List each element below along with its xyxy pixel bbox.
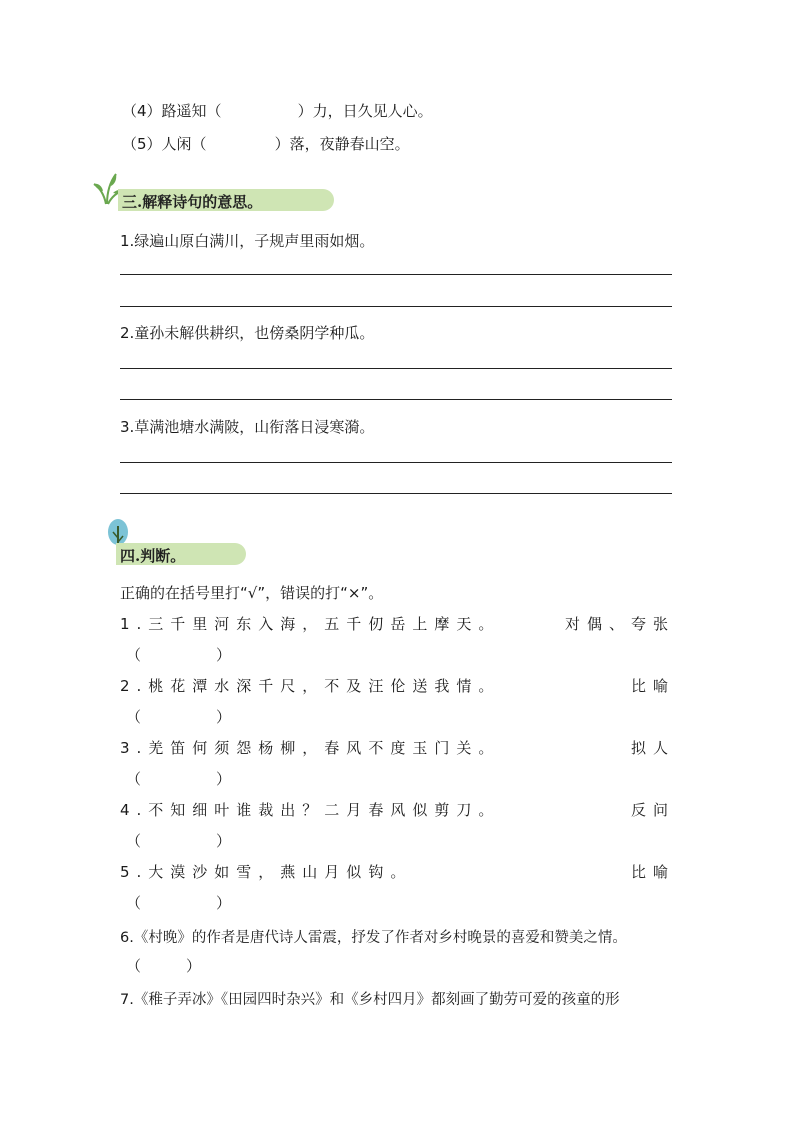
- section4-title: 四.判断。: [120, 547, 186, 565]
- judge-question: 4.不知细叶谁裁出？二月春风似剪刀。: [120, 801, 501, 819]
- section3-item-1: 1.绿遍山原白满川，子规声里雨如烟。: [120, 232, 375, 250]
- judge-tag: 对偶、夸张: [564, 615, 675, 633]
- judge-question: 3.羌笛何须怨杨柳，春风不度玉门关。: [120, 739, 501, 757]
- answer-paren[interactable]: （ ）: [126, 708, 232, 726]
- answer-paren[interactable]: （ ）: [126, 832, 232, 850]
- judge-question: 5.大漠沙如雪，燕山月似钩。: [120, 863, 413, 881]
- answer-line[interactable]: [120, 399, 672, 400]
- section3-item-2: 2.童孙未解供耕织，也傍桑阴学种瓜。: [120, 324, 375, 342]
- fill-item-4-num: （4）: [122, 102, 162, 120]
- judge-item-5: [120, 861, 675, 911]
- answer-line[interactable]: [120, 306, 672, 307]
- fill-item-4-post: ）力，日久见人心。: [297, 102, 433, 120]
- judge-question: 2.桃花潭水深千尺，不及汪伦送我情。: [120, 677, 501, 695]
- fill-item-5-post: ）落，夜静春山空。: [274, 135, 410, 153]
- judge-item-1: [120, 613, 675, 663]
- section3-item-3: 3.草满池塘水满陂，山衔落日浸寒漪。: [120, 418, 375, 436]
- answer-paren[interactable]: （ ）: [126, 770, 232, 788]
- answer-line[interactable]: [120, 493, 672, 494]
- judge-item-7: 7.《稚子弄冰》《田园四时杂兴》和《乡村四月》都刻画了勤劳可爱的孩童的形: [120, 992, 620, 1008]
- judge-question: 1.三千里河东入海，五千仞岳上摩天。: [120, 615, 501, 633]
- judge-tag: 拟人: [630, 739, 675, 757]
- judge-item-3: [120, 737, 675, 787]
- judge-tag: 反问: [630, 801, 675, 819]
- answer-line[interactable]: [120, 462, 672, 463]
- judge-item-2: [120, 675, 675, 725]
- section3-title: 三.解释诗句的意思。: [122, 193, 263, 211]
- fill-item-5-num: （5）: [122, 135, 162, 153]
- fill-item-4: [122, 100, 433, 121]
- judge-tag: 比喻: [630, 677, 675, 695]
- fill-item-5-pre: 人闲（: [161, 135, 207, 153]
- fill-item-5: [122, 133, 410, 154]
- section4-instruction: 正确的在括号里打“√”，错误的打“×”。: [120, 584, 384, 602]
- answer-paren[interactable]: （ ）: [126, 646, 232, 664]
- judge-item-4: [120, 799, 675, 849]
- judge-item-6: 6.《村晚》的作者是唐代诗人雷震，抒发了作者对乡村晚景的喜爱和赞美之情。: [120, 930, 627, 946]
- answer-line[interactable]: [120, 274, 672, 275]
- answer-paren[interactable]: （ ）: [126, 894, 232, 912]
- answer-line[interactable]: [120, 368, 672, 369]
- judge-tag: 比喻: [630, 863, 675, 881]
- fill-item-4-pre: 路遥知（: [161, 102, 222, 120]
- answer-paren[interactable]: （ ）: [126, 957, 202, 975]
